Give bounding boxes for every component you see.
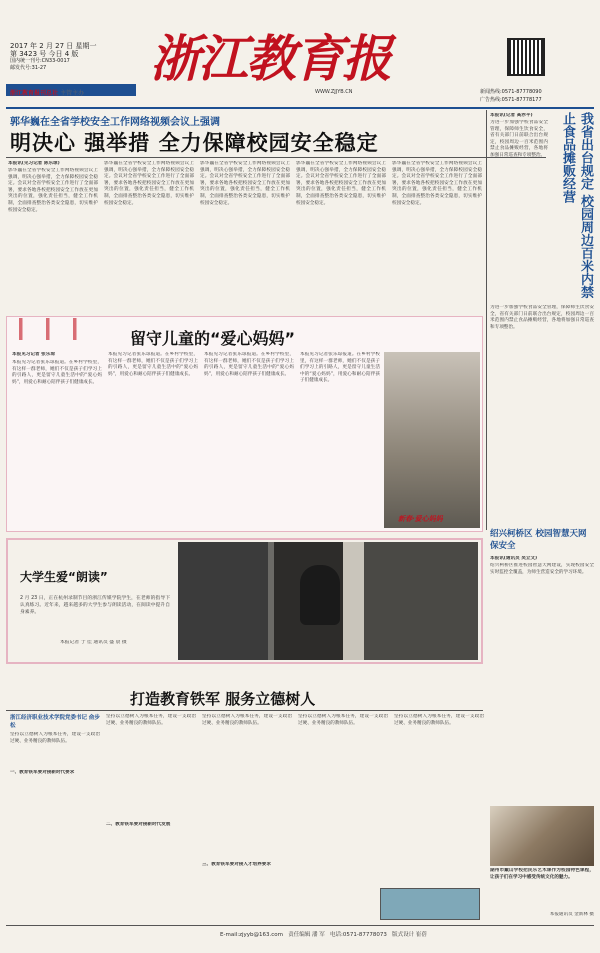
side-byline: 本报讯(记者 高赤平) xyxy=(490,113,533,118)
feature-body: 本报见习记者张乐琼报道。在乡村学校里，有这样一群老师，她们不仅是孩子们学习上的引路人，更是留守儿童生活中的“爱心妈妈”，用爱心和耐心陪伴孩子们健康成长。 xyxy=(12,360,102,385)
lead-body-col5: 郭华巍在全省学校安全工作网络视频会议上强调，明决心强举措，全力保障校园安全稳定。会议对全省学校安全工作进行了全面部署，要求各地各校把校园安全工作放在更加突出的位置，强化责任担当，健全工作机制，全面排查整治各类安全隐患，切实维护校园安全稳定。 xyxy=(392,161,482,206)
qr-code xyxy=(507,38,545,76)
cn-number: 国内统一刊号:CN33-0017 xyxy=(10,58,70,64)
feature-body-col3: 本报见习记者张乐琼报道。在乡村学校里，有这样一群老师，她们不仅是孩子们学习上的引路人，更是留守儿童生活中的“爱心妈妈”，用爱心和耐心陪伴孩子们健康成长。 xyxy=(204,352,294,377)
bottom-stamp-image xyxy=(380,888,480,920)
side-body-lower: 为进一步加强学校食品安全管理，保障师生饮食安全，省有关部门日前联合出台规定，校园周边一百米范围内禁止食品摊贩经营，各地将加强日常巡查和专项整治。 xyxy=(490,305,594,330)
publisher-suffix: 主管主办 xyxy=(60,90,85,97)
feature-photo xyxy=(384,352,480,528)
bottom-right-photo xyxy=(490,806,594,866)
issue-number: 第 3423 号 今日 4 版 xyxy=(10,50,79,58)
right-brief-body: 绍兴柯桥区推进校园智慧天网建设，实现校园安全实时监控全覆盖，为师生营造安全的学习环境。 xyxy=(490,563,594,575)
footer-editor: 责任编辑 潘 军 xyxy=(288,932,325,938)
website-url: WWW.ZJJYB.CN xyxy=(315,89,353,95)
feature-headline: 留守儿童的“爱心妈妈” xyxy=(130,329,296,348)
footer-layout: 版式设计 崔蓓 xyxy=(392,932,427,938)
bottom-col5-body: 坚持以立德树人为根本任务，建设一支政治过硬、业务精良的教师队伍。 xyxy=(394,714,484,726)
news-phone: 新闻热线:0571-87778090 xyxy=(480,89,542,95)
side-headline: 我省出台规定 校园周边百米内禁止食品摊贩经营 xyxy=(560,112,593,299)
footer-phone: 电话:0571-87778073 xyxy=(330,932,387,938)
right-brief-byline: 本报讯(通讯员 吴立文) xyxy=(490,556,538,561)
bottom-col3-body: 坚持以立德树人为根本任务，建设一支政治过硬、业务精良的教师队伍。 xyxy=(202,714,292,726)
newspaper-logo: 浙江教育报 xyxy=(150,29,390,88)
photo-story-person xyxy=(300,565,340,625)
photo-story-headline: 大学生爱“朗读” xyxy=(20,570,108,584)
ad-phone: 广告热线:0571-87778177 xyxy=(480,97,542,103)
lead-body-col4: 郭华巍在全省学校安全工作网络视频会议上强调，明决心强举措，全力保障校园安全稳定。会议对全省学校安全工作进行了全面部署，要求各地各校把校园安全工作放在更加突出的位置，强化责任担当，健全工作机制，全面排查整治各类安全隐患，切实维护校园安全稳定。 xyxy=(296,161,386,206)
bottom-col2-body: 坚持以立德树人为根本任务，建设一支政治过硬、业务精良的教师队伍。 xyxy=(106,714,196,726)
issue-date: 2017 年 2 月 27 日 星期一 xyxy=(10,42,97,50)
publisher: 浙江教育报刊总社 xyxy=(10,90,59,97)
feature-lanterns xyxy=(10,318,100,340)
bottom-col-body: 坚持以立德树人为根本任务，建设一支政治过硬、业务精良的教师队伍。 xyxy=(10,732,100,744)
bottom-col-headline: 浙江经济职业技术学院党委书记 俞步松 xyxy=(10,715,100,729)
bottom-right-caption: 湖州市戴山学校把民乐艺术课作为校园特色课程，让孩子们在学习中感受传统文化的魅力。 xyxy=(490,868,594,880)
feature-body-col4: 本报见习记者张乐琼报道。在乡村学校里，有这样一群老师，她们不仅是孩子们学习上的引路人，更是留守儿童生活中的“爱心妈妈”，用爱心和耐心陪伴孩子们健康成长。 xyxy=(300,352,380,384)
footer-email: E-mail:zjyyb@163.com xyxy=(220,932,284,938)
photo-story-credit: 本报记者 于 佳 通讯员 盛 晨 摄 xyxy=(60,640,127,645)
feature-body-col2: 本报见习记者张乐琼报道。在乡村学校里，有这样一群老师，她们不仅是孩子们学习上的引路人，更是留守儿童生活中的“爱心妈妈”，用爱心和耐心陪伴孩子们健康成长。 xyxy=(108,352,198,377)
bottom-subhead-2: 二、教育铁军要对接新时代发展 xyxy=(106,822,171,827)
right-brief-headline: 绍兴柯桥区 校园智慧天网保安全 xyxy=(490,529,587,551)
lead-kicker: 郭华巍在全省学校安全工作网络视频会议上强调 xyxy=(10,117,220,128)
side-body: 为进一步加强学校食品安全管理，保障师生饮食安全，省有关部门日前联合出台规定，校园周边一百米范围内禁止食品摊贩经营，各地将加强日常巡查和专项整治。 xyxy=(490,120,548,158)
bottom-subhead-3: 三、教育铁军要对接人才培养要求 xyxy=(202,862,271,867)
photo-story-caption: 2 月 23 日，正在杭州录制节目的浙江传媒学院学生，在老师的指导下认真练习。近年来，越来越多的大学生参与朗读活动，在阅读中提升自身素养。 xyxy=(20,596,170,615)
feature-photo-caption: 新春·爱心妈妈 xyxy=(398,515,443,523)
lead-body-col3: 郭华巍在全省学校安全工作网络视频会议上强调，明决心强举措，全力保障校园安全稳定。会议对全省学校安全工作进行了全面部署，要求各地各校把校园安全工作放在更加突出的位置，强化责任担当，健全工作机制，全面排查整治各类安全隐患，切实维护校园安全稳定。 xyxy=(200,161,290,206)
lead-body: 郭华巍在全省学校安全工作网络视频会议上强调，明决心强举措，全力保障校园安全稳定。会议对全省学校安全工作进行了全面部署，要求各地各校把校园安全工作放在更加突出的位置，强化责任担当，健全工作机制，全面排查整治各类安全隐患，切实维护校园安全稳定。 xyxy=(8,168,98,213)
feature-byline: 本报见习记者 张乐琼 xyxy=(12,352,55,357)
bottom-right-credit: 本报通讯员 金新林 摄 xyxy=(549,912,594,917)
lead-headline: 明决心 强举措 全力保障校园安全稳定 xyxy=(10,131,379,155)
post-code: 邮发代号:31-27 xyxy=(10,65,47,71)
bottom-col4-body: 坚持以立德树人为根本任务，建设一支政治过硬、业务精良的教师队伍。 xyxy=(298,714,388,726)
lead-body-col2: 郭华巍在全省学校安全工作网络视频会议上强调，明决心强举措，全力保障校园安全稳定。会议对全省学校安全工作进行了全面部署，要求各地各校把校园安全工作放在更加突出的位置，强化责任担当，健全工作机制，全面排查整治各类安全隐患，切实维护校园安全稳定。 xyxy=(104,161,194,206)
lead-byline: 本报讯(见习记者 陈乐琼) xyxy=(8,161,60,166)
bottom-subhead-1: 一、教育铁军要对接新时代要求 xyxy=(10,770,75,775)
mid-headline: 打造教育铁军 服务立德树人 xyxy=(130,690,316,708)
